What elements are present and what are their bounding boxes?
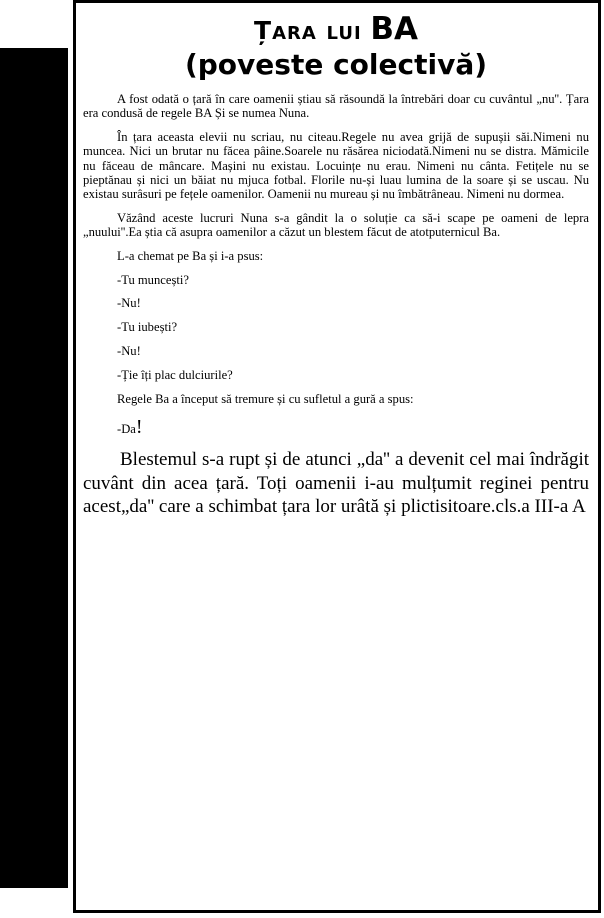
exclamation-mark: !: [135, 416, 143, 438]
paragraph-called: L-a chemat pe Ba și i-a psus:: [117, 248, 264, 263]
dialogue-line-3: -Tu iubești?: [117, 320, 178, 335]
paragraph-ending: Blestemul s-a rupt și de atunci „da'' a devenit cel mai îndrăgit cuvânt din acea țară. Toți oamenii i-au mulțumit reginei pentru acest„da'' care a schimbat țara lor urâtă și plictisitoare.cls.a III-a A: [83, 449, 589, 517]
paragraph-solution: Văzând aceste lucruri Nuna s-a gândit la o soluție ca să-i scape pe oameni de lepra „nuului''.Ea știa că asupra oamenilor a căzut un blestem făcut de atotputernicul Ba.: [83, 210, 589, 240]
document-frame: [73, 0, 601, 913]
paragraph-king-trembled: Regele Ba a început să tremure și cu sufletul a gură a spus:: [117, 392, 414, 407]
story-title: [83, 13, 589, 47]
dialogue-line-da: [83, 416, 589, 440]
dialogue-line-2: -Nu!: [117, 296, 141, 311]
dialogue-line-1: -Tu muncești?: [117, 272, 189, 287]
dialogue-line-4: -Nu!: [117, 344, 141, 359]
left-margin-black-band: [0, 48, 68, 888]
title-small-caps: Țara lui: [254, 16, 362, 45]
dialogue-da-text: -Da: [117, 422, 136, 436]
paragraph-intro: A fost odată o țară în care oamenii știau să răsoundă la întrebări doar cu cuvântul „nu''. Țara era condusă de regele BA Și se numea Nuna.: [83, 92, 589, 121]
story-subtitle: (poveste colectivă): [184, 48, 488, 81]
dialogue-line-5: -Ție îți plac dulciurile?: [117, 368, 233, 383]
title-emphasis: BA: [370, 11, 418, 47]
paragraph-kingdom: În țara aceasta elevii nu scriau, nu citeau.Regele nu avea grijă de supușii săi.Nimeni nu muncea. Nici un brutar nu făcea pâine.Soarele nu răsărea niciodată.Nimeni nu se distra. Mămicile nu făceau de mâncare. Mașini nu existau. Locuințe nu erau. Nimeni nu cânta. Fetițele nu se pieptănau și nici un băiat nu mjuca fotbal. Florile nu-și luau lumina de la soare și se uscau. Nu existau surâsuri pe fețele oamenilor. Oamenii nu mureau și nu îmbătrâneau. Nimeni nu dormea.: [83, 129, 589, 202]
